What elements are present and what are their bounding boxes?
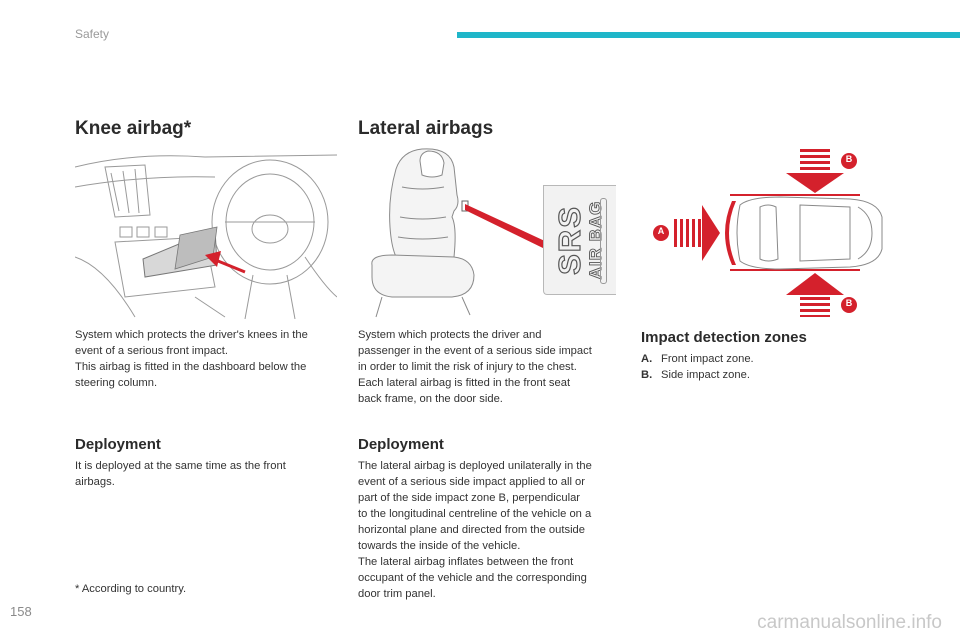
srs-airbag-label-panel	[543, 185, 616, 295]
zone-letter: A.	[641, 353, 653, 365]
text-line: steering column.	[75, 377, 158, 389]
text-line: door trim panel.	[358, 588, 436, 600]
text-line: towards the inside of the vehicle.	[358, 540, 521, 552]
marker-a: A	[657, 226, 665, 236]
zone-item	[641, 351, 754, 367]
text-line: passenger in the event of a serious side impact	[358, 345, 592, 357]
text-line: horizontal plane and directed from the outside	[358, 524, 586, 536]
text-line: part of the side impact zone B, perpendicular	[358, 492, 581, 504]
knee-description	[75, 327, 308, 391]
text-line: event of a serious side impact applied to all or	[358, 476, 585, 488]
seat-callout-line	[465, 198, 547, 268]
watermark: carmanualsonline.info	[757, 612, 942, 633]
zone-letter: B.	[641, 369, 653, 381]
text-line: occupant of the vehicle and the corresponding	[358, 572, 587, 584]
airbag-text: AIR BAG	[586, 200, 605, 280]
zone-text: Side impact zone.	[661, 369, 750, 381]
lateral-deployment-text	[358, 458, 592, 602]
text-line: The lateral airbag is deployed unilaterally in the	[358, 460, 592, 472]
text-line: System which protects the driver and	[358, 329, 542, 341]
knee-airbag-illustration	[75, 147, 337, 319]
srs-text: SRS	[552, 205, 587, 275]
page-number: 158	[10, 604, 32, 619]
impact-zones-diagram	[650, 145, 890, 317]
impact-zones-list	[641, 351, 754, 383]
text-line: back frame, on the door side.	[358, 393, 503, 405]
knee-deployment-title: Deployment	[75, 436, 161, 453]
text-line: in order to limit the risk of injury to the chest.	[358, 361, 577, 373]
text-line: This airbag is fitted in the dashboard below the	[75, 361, 307, 373]
footnote: * According to country.	[75, 583, 187, 595]
section-label: Safety	[75, 27, 110, 41]
label-slot	[600, 198, 607, 284]
zone-text: Front impact zone.	[661, 353, 754, 365]
lateral-description	[358, 327, 592, 407]
impact-zones-title: Impact detection zones	[641, 329, 807, 346]
marker-b-bottom: B	[845, 298, 853, 308]
text-line: Each lateral airbag is fitted in the front seat	[358, 377, 571, 389]
marker-b-top: B	[845, 154, 853, 164]
zone-item	[641, 367, 754, 383]
header-accent-bar	[457, 32, 960, 38]
lateral-deployment-title: Deployment	[358, 436, 444, 453]
seat-illustration	[362, 147, 480, 319]
text-line: System which protects the driver's knees in the	[75, 329, 308, 341]
text-line: to the longitudinal centreline of the vehicle on a	[358, 508, 592, 520]
lateral-airbags-title: Lateral airbags	[358, 118, 494, 139]
knee-airbag-title: Knee airbag*	[75, 118, 192, 139]
knee-deployment-text	[75, 458, 286, 490]
text-line: event of a serious front impact.	[75, 345, 228, 357]
text-line: airbags.	[75, 476, 115, 488]
text-line: The lateral airbag inflates between the front	[358, 556, 574, 568]
text-line: It is deployed at the same time as the front	[75, 460, 286, 472]
